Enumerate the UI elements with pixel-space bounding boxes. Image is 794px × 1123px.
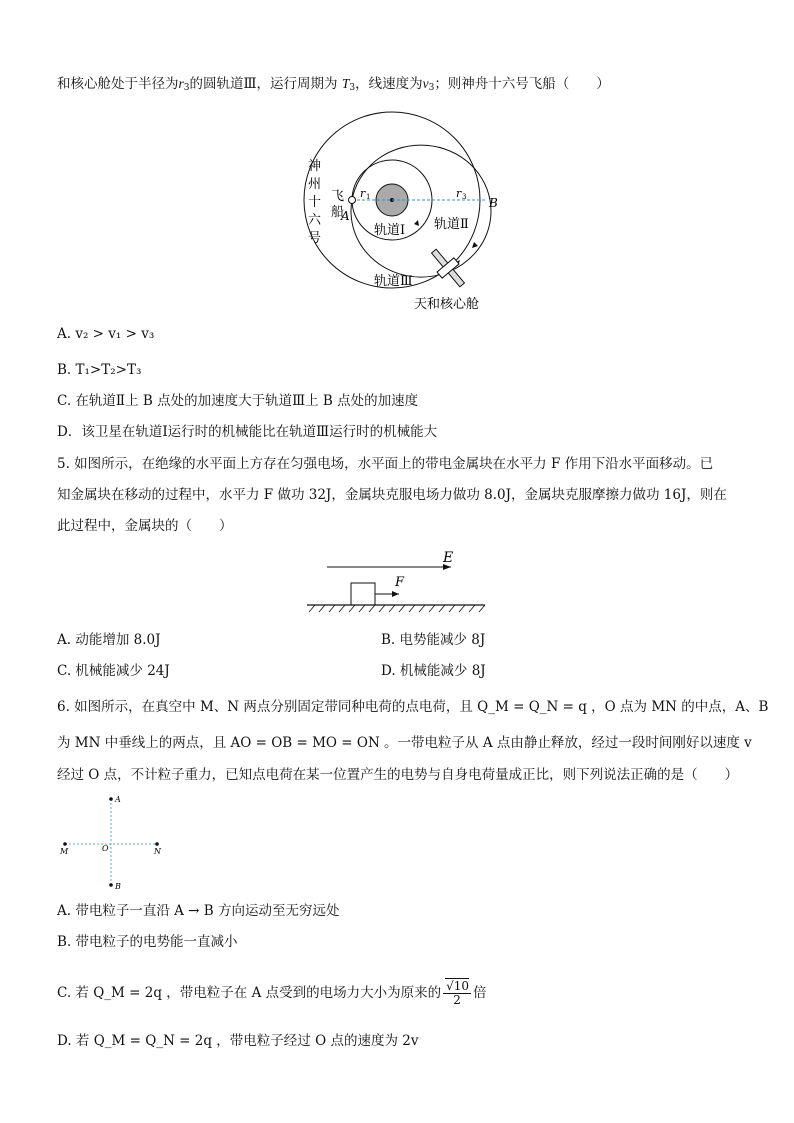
point-o-label: O xyxy=(102,844,109,853)
intro-text-4: ；则神舟十六号飞船（ ） xyxy=(434,76,610,92)
shenzhou-label-5: 号 xyxy=(308,231,322,246)
orbit-arrow-2 xyxy=(472,242,478,248)
point-b-label: B xyxy=(115,882,121,891)
fraction-denominator: 2 xyxy=(453,993,461,1007)
r1-label: r xyxy=(360,187,366,200)
r1-sub: 1 xyxy=(366,193,371,201)
r3-sub: 3 xyxy=(462,193,467,201)
t3-symbol: T xyxy=(341,76,350,91)
q5-stem-line-2: 知金属块在移动的过程中，水平力 F 做功 32J，金属块克服电场力做功 8.0J，金属块克服摩擦力做功 16J，则在 xyxy=(57,487,727,503)
field-figure xyxy=(305,548,487,614)
q4-option-a: A. v₂ > v₁ > v₃ xyxy=(57,326,155,342)
q6-option-a: A. 带电粒子一直沿 A → B 方向运动至无穷远处 xyxy=(57,903,340,919)
r3-label: r xyxy=(456,187,462,200)
point-a-label: A xyxy=(341,209,350,223)
v3-sub: 3 xyxy=(428,83,435,93)
q4-option-c: C. 在轨道Ⅱ上 B 点处的加速度大于轨道Ⅲ上 B 点处的加速度 xyxy=(57,393,419,409)
orbit-1-label: 轨道Ⅰ xyxy=(374,223,406,238)
orbit-figure xyxy=(296,108,496,314)
q5-option-d: D. 机械能减少 8J xyxy=(381,663,486,679)
q6-option-c xyxy=(57,980,487,1007)
force-f-arrowhead xyxy=(392,591,399,597)
point-a-marker xyxy=(349,197,356,204)
r3-sub: 3 xyxy=(183,83,190,93)
point-b xyxy=(109,883,113,887)
ground-hatching xyxy=(309,605,485,612)
q5-stem-line-1: 5. 如图所示，在绝缘的水平面上方存在匀强电场，水平面上的带电金属块在水平力 F 作用下沿水平面移动。已 xyxy=(57,456,714,472)
charge-m-label: M xyxy=(60,847,69,856)
point-a-label: A xyxy=(115,795,121,804)
station-label: 天和核心舱 xyxy=(414,297,480,312)
t3-sub: 3 xyxy=(349,83,356,93)
fraction-numerator: √10 xyxy=(446,979,470,993)
charge-n xyxy=(155,842,159,846)
r3-symbol: r xyxy=(178,76,184,91)
metal-block xyxy=(351,583,375,605)
q5-option-b: B. 电势能减少 8J xyxy=(381,632,486,648)
intro-line xyxy=(57,75,610,97)
q6-stem-line-1: 6. 如图所示，在真空中 M、N 两点分别固定带同种电荷的点电荷，且 Q_M = Q_N = q ，O 点为 MN 的中点，A、B xyxy=(57,699,769,715)
shenzhou-label-4: 六 xyxy=(308,213,322,228)
q5-stem-line-3: 此过程中，金属块的（ ） xyxy=(57,518,233,534)
feichuan-label-1: 飞 xyxy=(331,189,345,204)
charge-m xyxy=(63,842,67,846)
shenzhou-label-3: 十 xyxy=(308,195,322,210)
q6-option-d: D. 若 Q_M = Q_N = 2q ，带电粒子经过 O 点的速度为 2v xyxy=(57,1033,419,1049)
q5-option-a: A. 动能增加 8.0J xyxy=(57,632,161,648)
shenzhou-label-1: 神 xyxy=(308,159,322,174)
q6-stem-line-2: 为 MN 中垂线上的两点，且 AO = OB = MO = ON 。一带电粒子从 A 点由静止释放，经过一段时间刚好以速度 v xyxy=(57,735,752,751)
feichuan-label-2: 船 xyxy=(331,205,345,220)
q6-option-c-text: C. 若 Q_M = 2q ，带电粒子在 A 点受到的电场力大小为原来的 xyxy=(57,985,442,1001)
shenzhou-label-2: 州 xyxy=(308,177,322,192)
force-f-label: F xyxy=(395,575,405,590)
charges-figure xyxy=(56,792,166,892)
field-e-label: E xyxy=(443,550,454,566)
intro-text-1: 和核心舱处于半径为 xyxy=(57,76,179,92)
charge-n-label: N xyxy=(154,847,161,856)
point-a xyxy=(109,797,113,801)
orbit-2-label: 轨道Ⅱ xyxy=(434,217,469,232)
q4-option-d: D．该卫星在轨道Ⅰ运行时的机械能比在轨道Ⅲ运行时的机械能大 xyxy=(57,424,438,440)
intro-text-2: 的圆轨道Ⅲ，运行周期为 xyxy=(189,76,338,92)
q6-stem-line-3: 经过 O 点，不计粒子重力，已知点电荷在某一位置产生的电势与自身电荷量成正比，则下列说法正确的是（ ） xyxy=(57,767,739,783)
q6-option-b: B. 带电粒子的电势能一直减小 xyxy=(57,934,238,950)
fraction-sqrt10-over-2 xyxy=(443,980,471,1007)
v3-symbol: v xyxy=(422,76,429,91)
orbit-3-label: 轨道Ⅲ xyxy=(374,274,413,289)
q4-option-b: B. T₁>T₂>T₃ xyxy=(57,362,142,378)
point-b-label: B xyxy=(489,196,498,210)
q6-option-c-suffix: 倍 xyxy=(473,985,487,1001)
intro-text-3: ，线速度为 xyxy=(355,76,423,92)
q5-option-c: C. 机械能减少 24J xyxy=(57,663,170,679)
orbit-arrow-1 xyxy=(414,220,419,226)
